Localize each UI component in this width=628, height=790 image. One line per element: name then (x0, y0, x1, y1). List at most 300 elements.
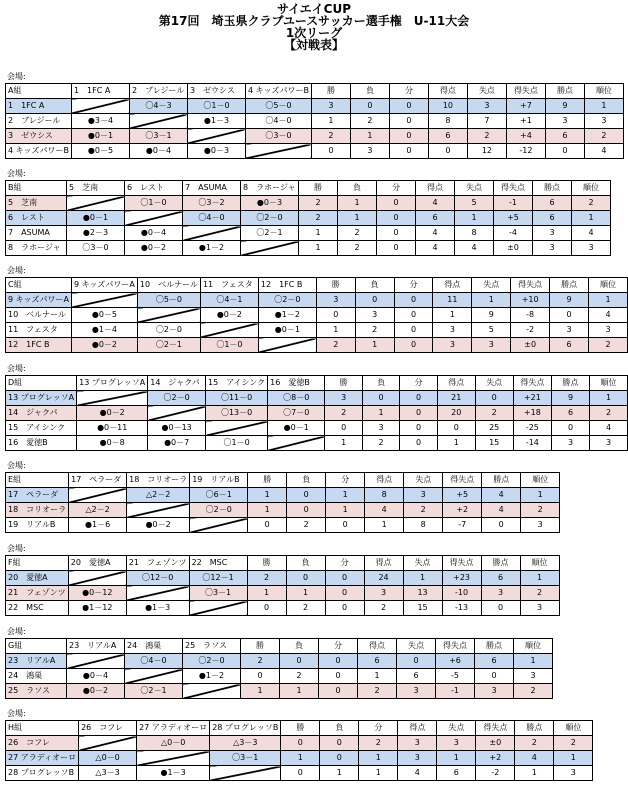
stat-value: 1 (584, 99, 623, 114)
stat-value: 2 (311, 129, 350, 144)
stat-header: 失点 (403, 556, 442, 571)
stat-value: 2 (338, 241, 377, 256)
stat-header: 失点 (472, 278, 511, 293)
match-result: ●0－3 (187, 144, 245, 159)
group-table (5, 277, 628, 353)
diagonal-cell (127, 503, 190, 518)
team-name: 3 ゼウシス (6, 129, 72, 144)
match-result: △0－0 (79, 751, 137, 766)
team-row (6, 196, 611, 211)
stat-value: 2 (572, 196, 611, 211)
stat-value: 1 (355, 338, 394, 353)
stat-header: 勝 (316, 278, 355, 293)
stat-value: 2 (590, 406, 628, 421)
stat-value: 4 (590, 421, 628, 436)
team-name: 21 フェゾンツ (6, 586, 69, 601)
header-row (6, 181, 611, 196)
group-label: C組 (6, 278, 72, 293)
team-row (6, 391, 628, 406)
stat-header: 得点 (398, 721, 437, 736)
team-row (6, 503, 560, 518)
stat-value: +5 (443, 488, 482, 503)
stat-value: 0 (400, 421, 437, 436)
group-table (5, 472, 560, 533)
diagonal-cell (79, 736, 137, 751)
stat-value: 6 (545, 129, 584, 144)
diagonal-cell (189, 601, 247, 616)
match-result: ●0－11 (77, 421, 148, 436)
team-column-header: 28 プログレッソB (210, 721, 281, 736)
stat-value: 1 (437, 751, 476, 766)
stat-value: 0 (397, 654, 436, 669)
stat-value: 2 (286, 601, 325, 616)
stat-value: +23 (442, 571, 481, 586)
match-result: 〇6－1 (190, 488, 248, 503)
stat-header: 順位 (589, 278, 628, 293)
team-row (6, 241, 611, 256)
stat-value: ±0 (494, 241, 533, 256)
stat-header: 得失点 (511, 278, 550, 293)
match-result: ●1－4 (71, 323, 137, 338)
match-result: ●0－4 (125, 226, 183, 241)
team-row (6, 144, 624, 159)
stat-header: 得失点 (436, 639, 475, 654)
stat-value: 0 (389, 144, 428, 159)
match-result: 〇2－0 (190, 503, 248, 518)
stat-header: 勝点 (533, 181, 572, 196)
stat-header: 失点 (455, 181, 494, 196)
stat-value: 6 (550, 338, 589, 353)
team-column-header: 24 鴻巣 (125, 639, 183, 654)
stat-value: 2 (280, 669, 319, 684)
match-result: ●1－2 (258, 308, 316, 323)
stat-header: 得失点 (494, 181, 533, 196)
stat-value: 3 (545, 114, 584, 129)
stat-value: 1 (455, 211, 494, 226)
stat-value: 2 (299, 196, 338, 211)
stat-header: 勝 (281, 721, 320, 736)
stat-value: 2 (404, 503, 443, 518)
stat-value: 6 (416, 211, 455, 226)
stat-value: 8 (404, 518, 443, 533)
team-row (6, 436, 628, 451)
stat-value: 0 (400, 406, 437, 421)
team-name: 12 1FC B (6, 338, 72, 353)
stat-value: 0 (550, 308, 589, 323)
stat-value: 1 (326, 503, 365, 518)
stat-value: 3 (433, 323, 472, 338)
match-result: 〇4－3 (129, 99, 187, 114)
team-name: 26 コフレ (6, 736, 79, 751)
stat-value: 1 (299, 226, 338, 241)
stat-header: 得失点 (513, 376, 551, 391)
stat-value: 3 (398, 751, 437, 766)
team-name: 28 プログレッソB (6, 766, 79, 781)
header-row (6, 84, 624, 99)
stat-value: -2 (476, 766, 515, 781)
team-row (6, 571, 560, 586)
match-result: 〇7－0 (268, 406, 325, 421)
venue-label: 会場: (7, 169, 26, 178)
stat-value: 25 (475, 421, 513, 436)
stat-header: 得失点 (506, 84, 545, 99)
diagonal-cell (187, 129, 245, 144)
stat-value: 5 (472, 323, 511, 338)
stat-value: 12 (467, 144, 506, 159)
stat-value: 1 (281, 751, 320, 766)
group-label: E組 (6, 473, 69, 488)
match-result: 〇1－0 (200, 338, 258, 353)
stat-value: ±0 (476, 736, 515, 751)
diagonal-cell (183, 226, 241, 241)
team-name: 20 愛徳A (6, 571, 69, 586)
stat-value: 1 (247, 586, 286, 601)
stat-header: 勝点 (552, 376, 590, 391)
match-result: ●1－3 (126, 601, 189, 616)
stat-value: 1 (325, 436, 362, 451)
match-result: 〇11－0 (206, 391, 268, 406)
stat-value: -14 (513, 436, 551, 451)
match-result: 〇1－0 (206, 436, 268, 451)
table-title: 【対戦表】 (283, 38, 344, 52)
match-result: ●0－5 (71, 308, 137, 323)
team-row (6, 293, 628, 308)
stat-header: 順位 (554, 721, 593, 736)
match-result: ●1－6 (69, 518, 127, 533)
match-result: ●0－7 (148, 436, 206, 451)
diagonal-cell (125, 211, 183, 226)
team-column-header: 4 キッズパワーB (245, 84, 311, 99)
stat-value: 0 (389, 129, 428, 144)
stat-value: 0 (437, 421, 475, 436)
team-column-header: 23 リアルA (67, 639, 125, 654)
stat-value: 3 (472, 338, 511, 353)
team-name: 18 コリオーラ (6, 503, 69, 518)
stat-value: 6 (437, 766, 476, 781)
team-column-header: 2 ブレジール (129, 84, 187, 99)
match-result: 〇13－0 (206, 406, 268, 421)
diagonal-cell (210, 766, 281, 781)
diagonal-cell (183, 684, 241, 699)
team-name: 24 鴻巣 (6, 669, 67, 684)
stat-header: 失点 (467, 84, 506, 99)
stat-value: 0 (320, 751, 359, 766)
match-result: 〇5－0 (245, 99, 311, 114)
team-row (6, 518, 560, 533)
stat-value: 4 (416, 196, 455, 211)
match-result: △3－3 (210, 736, 281, 751)
match-result: 〇3－0 (245, 129, 311, 144)
stat-value: 1 (437, 436, 475, 451)
stat-value: 3 (404, 488, 443, 503)
stat-value: 1 (572, 211, 611, 226)
match-result: ●0－1 (258, 323, 316, 338)
stat-value: 3 (520, 601, 559, 616)
match-result: △2－2 (127, 488, 190, 503)
diagonal-cell (148, 406, 206, 421)
stat-value: 2 (350, 114, 389, 129)
team-column-header: 8 ラホージャ (241, 181, 299, 196)
stat-value: 8 (365, 488, 404, 503)
match-result: ●3－4 (71, 114, 129, 129)
stat-value: 2 (584, 129, 623, 144)
stat-value: 3 (467, 99, 506, 114)
stat-value: +5 (494, 211, 533, 226)
stat-value: 3 (350, 144, 389, 159)
diagonal-cell (258, 338, 316, 353)
stat-value: 10 (428, 99, 467, 114)
stat-value: 2 (359, 736, 398, 751)
match-result: ●1－12 (68, 601, 126, 616)
match-result: ●2－3 (67, 226, 125, 241)
team-row (6, 751, 593, 766)
team-name: 16 愛徳B (6, 436, 77, 451)
venue-label: 会場: (7, 544, 26, 553)
stat-value: 1 (248, 488, 287, 503)
stat-header: 失点 (475, 376, 513, 391)
team-row (6, 421, 628, 436)
stat-value: 0 (287, 488, 326, 503)
stat-value: 1 (590, 391, 628, 406)
stat-value: 3 (590, 436, 628, 451)
team-column-header: 5 芝南 (67, 181, 125, 196)
stat-value: 0 (320, 736, 359, 751)
stat-header: 得点 (437, 376, 475, 391)
stat-header: 勝 (241, 639, 280, 654)
match-result: 〇4－0 (245, 114, 311, 129)
stat-value: 1 (433, 308, 472, 323)
stat-value: 0 (325, 601, 364, 616)
stat-value: +2 (443, 503, 482, 518)
team-row (6, 669, 553, 684)
stat-value: 9 (472, 308, 511, 323)
team-row (6, 338, 628, 353)
stat-header: 勝 (311, 84, 350, 99)
team-column-header: 9 キッズパワーA (71, 278, 137, 293)
stat-value: 2 (247, 571, 286, 586)
stat-value: 3 (311, 99, 350, 114)
match-result: ●0－2 (200, 308, 258, 323)
stat-value: -13 (442, 601, 481, 616)
team-name: 15 アイシンク (6, 421, 77, 436)
team-row (6, 736, 593, 751)
stat-value: 3 (364, 586, 403, 601)
stat-header: 順位 (584, 84, 623, 99)
stat-value: 0 (400, 436, 437, 451)
match-result: ●0－1 (71, 129, 129, 144)
group-label: F組 (6, 556, 69, 571)
stat-value: 1 (554, 751, 593, 766)
team-column-header: 17 ペラーダ (69, 473, 127, 488)
team-column-header: 10 ベルナール (137, 278, 200, 293)
stat-value: 6 (397, 669, 436, 684)
team-name: 6 レスト (6, 211, 67, 226)
team-column-header: 3 ゼウシス (187, 84, 245, 99)
team-column-header: 26 コフレ (79, 721, 137, 736)
stat-value: 0 (325, 586, 364, 601)
match-result: ●0－4 (67, 669, 125, 684)
stat-value: 2 (521, 503, 560, 518)
stat-value: 3 (355, 308, 394, 323)
team-row (6, 323, 628, 338)
match-result: ●0－1 (268, 421, 325, 436)
team-name: 4 キッズパワーB (6, 144, 72, 159)
stat-value: 0 (552, 421, 590, 436)
stat-value: 1 (362, 406, 399, 421)
match-result: ●0－12 (68, 586, 126, 601)
stat-value: 1 (521, 488, 560, 503)
team-name: 22 MSC (6, 601, 69, 616)
stat-value: ±0 (511, 338, 550, 353)
diagonal-cell (71, 99, 129, 114)
team-name: 2 ブレジール (6, 114, 72, 129)
team-row (6, 766, 593, 781)
stat-value: 2 (316, 338, 355, 353)
match-result: 〇5－0 (137, 293, 200, 308)
stat-value: +4 (506, 129, 545, 144)
stat-value: 0 (394, 338, 433, 353)
stat-value: 0 (377, 226, 416, 241)
team-row (6, 488, 560, 503)
league-stage: 1次リーグ (285, 26, 343, 40)
match-result: ●0－3 (241, 196, 299, 211)
stat-value: 4 (482, 503, 521, 518)
match-result: 〇12－1 (189, 571, 247, 586)
stat-value: 0 (325, 421, 362, 436)
stat-value: 1 (316, 323, 355, 338)
stat-value: -1 (436, 684, 475, 699)
stat-value: 2 (358, 684, 397, 699)
stat-value: 1 (514, 654, 553, 669)
header-row (6, 376, 628, 391)
stat-value: 1 (359, 751, 398, 766)
match-result: △0－0 (137, 736, 210, 751)
match-result: 〇2－1 (125, 684, 183, 699)
team-column-header: 12 1FC B (258, 278, 316, 293)
stat-value: 0 (311, 144, 350, 159)
group-table (5, 180, 611, 256)
team-row (6, 308, 628, 323)
match-result: 〇2－0 (148, 391, 206, 406)
match-result: ●0－8 (77, 436, 148, 451)
team-row (6, 114, 624, 129)
stat-header: 失点 (404, 473, 443, 488)
stat-value: 0 (400, 391, 437, 406)
venue-label: 会場: (7, 709, 26, 718)
stat-header: 分 (377, 181, 416, 196)
stat-value: 1 (311, 114, 350, 129)
stat-header: 負 (362, 376, 399, 391)
stat-value: 0 (545, 144, 584, 159)
stat-value: 0 (281, 736, 320, 751)
match-result: 〇2－0 (241, 211, 299, 226)
stat-value: 2 (554, 736, 593, 751)
stat-header: 勝 (247, 556, 286, 571)
venue-label: 会場: (7, 461, 26, 470)
team-column-header: 1 1FC A (71, 84, 129, 99)
match-result: ●0－13 (148, 421, 206, 436)
team-name: 13 プログレッソA (6, 391, 77, 406)
tournament-title: 第17回 埼玉県クラブユースサッカー選手権 U-11大会 (158, 14, 470, 28)
stat-value: 1 (403, 571, 442, 586)
stat-value: 3 (325, 391, 362, 406)
stat-value: 6 (475, 654, 514, 669)
team-column-header: 7 ASUMA (183, 181, 241, 196)
team-name: 11 フェスタ (6, 323, 72, 338)
stat-value: 1 (320, 766, 359, 781)
stat-value: 3 (475, 684, 514, 699)
stat-value: 4 (482, 488, 521, 503)
diagonal-cell (137, 751, 210, 766)
stat-header: 負 (286, 556, 325, 571)
match-result: 〇3－0 (67, 241, 125, 256)
stat-value: 3 (521, 518, 560, 533)
team-name: 10 ベルナール (6, 308, 72, 323)
header-row (6, 473, 560, 488)
match-result: 〇1－0 (125, 196, 183, 211)
stat-value: 3 (437, 736, 476, 751)
stat-header: 得失点 (476, 721, 515, 736)
stat-value: -4 (494, 226, 533, 241)
team-column-header: 27 アラディオーロ (137, 721, 210, 736)
team-name: 9 キッズパワーA (6, 293, 72, 308)
match-result: 〇12－0 (126, 571, 189, 586)
venue-label: 会場: (7, 266, 26, 275)
stat-value: 1 (338, 196, 377, 211)
stat-value: 0 (280, 654, 319, 669)
stat-header: 負 (287, 473, 326, 488)
team-row (6, 586, 560, 601)
stat-value: +18 (513, 406, 551, 421)
match-result: 〇3－1 (210, 751, 281, 766)
match-result: ●0－4 (129, 144, 187, 159)
stat-value: -10 (442, 586, 481, 601)
stat-value: 0 (287, 503, 326, 518)
team-column-header: 13 プログレッソA (77, 376, 148, 391)
stat-value: 21 (437, 391, 475, 406)
stat-value: 0 (350, 99, 389, 114)
stat-value: 3 (397, 684, 436, 699)
stat-value: 2 (362, 436, 399, 451)
stat-value: 3 (584, 114, 623, 129)
team-name: 27 アラディオーロ (6, 751, 79, 766)
diagonal-cell (241, 241, 299, 256)
stat-value: 0 (481, 601, 520, 616)
diagonal-cell (71, 293, 137, 308)
team-row (6, 99, 624, 114)
stat-value: 0 (389, 114, 428, 129)
stat-value: 0 (316, 308, 355, 323)
group-label: A組 (6, 84, 72, 99)
header-row (6, 278, 628, 293)
stat-value: -25 (513, 421, 551, 436)
stat-value: 6 (428, 129, 467, 144)
stat-value: +6 (436, 654, 475, 669)
stat-value: 1 (299, 241, 338, 256)
tournament-name: サイエイCUP (276, 2, 352, 16)
stat-value: 1 (359, 766, 398, 781)
stat-value: 0 (394, 323, 433, 338)
diagonal-cell (268, 436, 325, 451)
stat-header: 勝 (325, 376, 362, 391)
stat-value: 2 (325, 406, 362, 421)
team-name: 7 ASUMA (6, 226, 67, 241)
team-column-header: 15 アイシンク (206, 376, 268, 391)
stat-value: 0 (247, 601, 286, 616)
venue-label: 会場: (7, 72, 26, 81)
stat-value: 13 (403, 586, 442, 601)
stat-value: +21 (513, 391, 551, 406)
